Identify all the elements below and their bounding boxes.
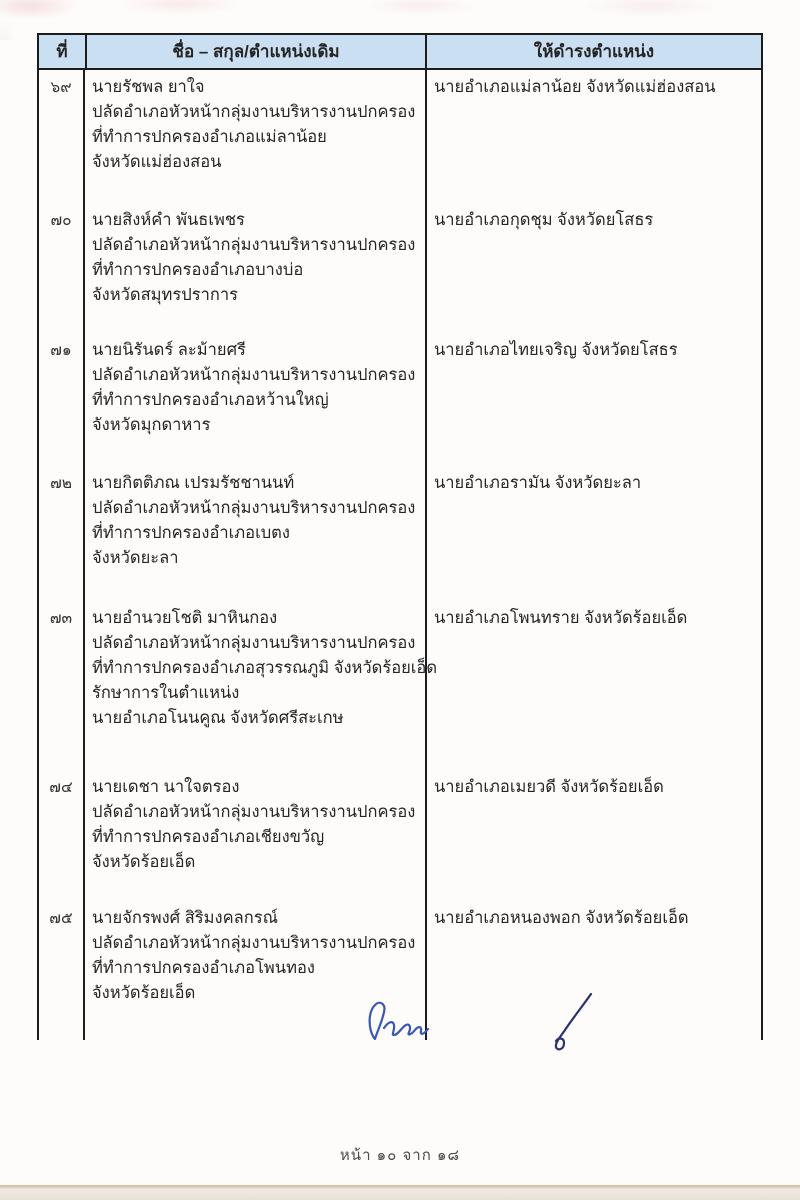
row-number: ๗๕ [37,901,85,1040]
header-name-former-position: ชื่อ – สกุล/ตำแหน่งเดิม [85,33,425,70]
table-row [37,901,763,1040]
text-line: ที่ทำการปกครองอำเภอหว้านใหญ่ [92,391,329,409]
table-row [37,333,763,466]
text-line: ที่ทำการปกครองอำเภอสุวรรณภูมิ จังหวัดร้อยเอ็ด [92,659,438,677]
text-line: จังหวัดสมุทรปราการ [92,286,238,304]
name-former-position-cell [85,466,425,601]
new-position-cell: นายอำเภอหนองพอก จังหวัดร้อยเอ็ด [434,909,689,927]
table-row [37,466,763,601]
row-number: ๗๓ [37,601,85,770]
name-former-position-cell [85,70,425,203]
row-number: ๗๐ [37,203,85,333]
row-number: ๗๑ [37,333,85,466]
new-position-cell: นายอำเภอโพนทราย จังหวัดร้อยเอ็ด [434,609,688,627]
text-line: ปลัดอำเภอหัวหน้ากลุ่มงานบริหารงานปกครอง [92,366,416,384]
text-line: รักษาการในตำแหน่ง [92,684,240,702]
text-line: ปลัดอำเภอหัวหน้ากลุ่มงานบริหารงานปกครอง [92,499,416,517]
scan-bottom-band [0,1185,800,1200]
table-row [37,203,763,333]
table-row [37,601,763,770]
text-line: ปลัดอำเภอหัวหน้ากลุ่มงานบริหารงานปกครอง [92,103,416,121]
text-line: จังหวัดยะลา [92,549,179,567]
text-line: นายเดชา นาใจตรอง [92,778,240,796]
name-former-position-cell [85,601,438,770]
name-former-position-cell [85,770,425,901]
text-line: นายอำเภอโนนคูณ จังหวัดศรีสะเกษ [92,709,344,727]
text-line: ที่ทำการปกครองอำเภอโพนทอง [92,959,315,977]
text-line: ปลัดอำเภอหัวหน้ากลุ่มงานบริหารงานปกครอง [92,236,416,254]
new-position-cell: นายอำเภอกุดชุม จังหวัดยโสธร [434,211,654,229]
row-number: ๖๙ [37,70,85,203]
new-position-cell: นายอำเภอแม่ลาน้อย จังหวัดแม่ฮ่องสอน [434,78,716,96]
name-former-position-cell [85,333,425,466]
text-line: ปลัดอำเภอหัวหน้ากลุ่มงานบริหารงานปกครอง [92,934,416,952]
text-line: นายอำนวยโชติ มาหินกอง [92,609,278,627]
text-line: จังหวัดร้อยเอ็ด [92,853,196,871]
text-line: ที่ทำการปกครองอำเภอเชียงขวัญ [92,828,325,846]
name-former-position-cell [85,203,425,333]
text-line: ปลัดอำเภอหัวหน้ากลุ่มงานบริหารงานปกครอง [92,634,416,652]
text-line: นายจักรพงศ์ สิริมงคลกรณ์ [92,909,278,927]
text-line: ปลัดอำเภอหัวหน้ากลุ่มงานบริหารงานปกครอง [92,803,416,821]
text-line: จังหวัดแม่ฮ่องสอน [92,153,222,171]
new-position-cell: นายอำเภอเมยวดี จังหวัดร้อยเอ็ด [434,778,664,796]
header-no: ที่ [37,33,85,70]
text-line: ที่ทำการปกครองอำเภอแม่ลาน้อย [92,128,327,146]
row-number: ๗๒ [37,466,85,601]
text-line: นายสิงห์คำ พันธเพชร [92,211,245,229]
text-line: จังหวัดร้อยเอ็ด [92,984,196,1002]
text-line: จังหวัดมุกดาหาร [92,416,211,434]
appointments-table [37,33,763,1040]
table-row [37,770,763,901]
table-row [37,70,763,203]
text-line: ที่ทำการปกครองอำเภอเบตง [92,524,290,542]
text-line: ที่ทำการปกครองอำเภอบางบ่อ [92,261,304,279]
new-position-cell: นายอำเภอรามัน จังหวัดยะลา [434,474,642,492]
new-position-cell: นายอำเภอไทยเจริญ จังหวัดยโสธร [434,341,678,359]
header-new-position: ให้ดำรงตำแหน่ง [425,33,763,70]
text-line: นายนิรันดร์ ละม้ายศรี [92,341,246,359]
table-header-row [37,33,763,70]
text-line: นายรัชพล ยาใจ [92,78,205,96]
table-body [37,70,763,1040]
text-line: นายกิตติภณ เปรมรัชชานนท์ [92,474,295,492]
row-number: ๗๔ [37,770,85,901]
name-former-position-cell [85,901,425,1040]
page-number: หน้า ๑๐ จาก ๑๘ [339,1147,461,1164]
